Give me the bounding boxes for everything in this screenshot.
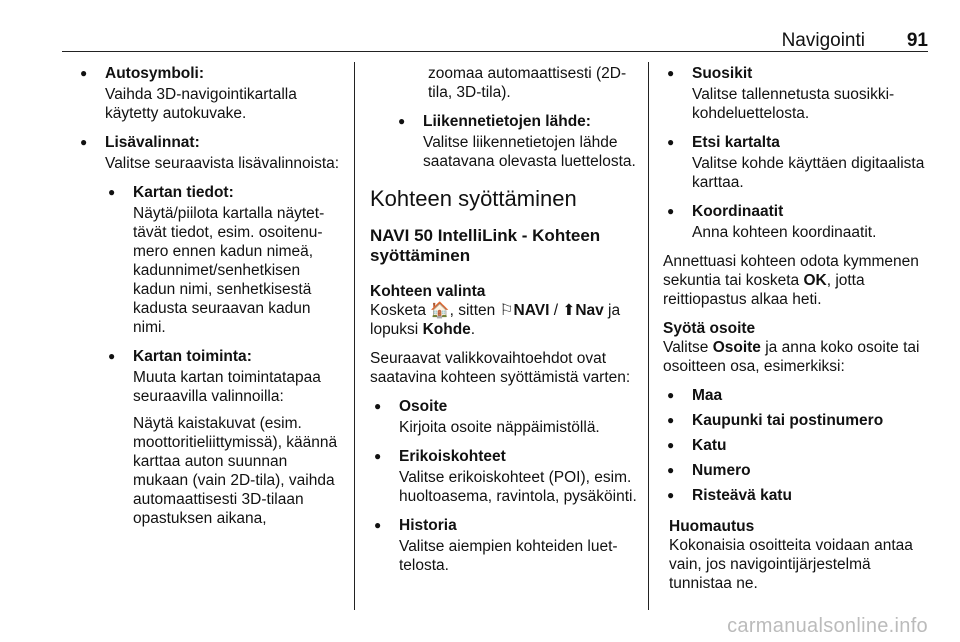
- watermark: carmanualsonline.info: [727, 615, 928, 637]
- list-item: [80, 133, 345, 173]
- list-item: [667, 133, 935, 192]
- column-divider: [354, 62, 355, 610]
- column-3: [663, 64, 935, 593]
- list-item: [374, 516, 642, 575]
- section-heading: Kohteen syöttäminen: [370, 186, 577, 211]
- item-desc: Näytä/piilota kartalla näytettävät tiedot, esim. osoitenumero ennen kadun nimeä, kadunnimet/senhetkisen kadun nimi, senhetkisestä kadusta seuraavan kadun nimi.: [133, 205, 325, 336]
- item-term: ● Osoite: [399, 398, 448, 415]
- selection-title: Kohteen valinta: [370, 283, 486, 300]
- note-box: [669, 517, 935, 593]
- item-term: ● Etsi kartalta: [692, 134, 780, 151]
- page-number: 91: [906, 30, 928, 51]
- item-term: ● Suosikit: [692, 65, 753, 82]
- list-item: [398, 112, 642, 171]
- list-item: [667, 64, 935, 123]
- continued-text: zoomaa automaattisesti (2D-tila, 3D-tila).: [428, 65, 627, 101]
- item-desc: Valitse liikennetietojen lähde saatavana olevasta luettelosta.: [423, 134, 636, 170]
- item-desc: Valitse tallennetusta suosikkikohdeluettelosta.: [692, 86, 895, 122]
- item-desc: Valitse seuraavista lisävalinnoista:: [105, 155, 340, 172]
- subsection-heading: NAVI 50 IntelliLink - Kohteen syöttäminen: [370, 226, 601, 265]
- column-divider: [648, 62, 649, 610]
- item-desc: Muuta kartan toimintatapaa seuraavilla valinnoilla:: [133, 369, 321, 405]
- header-rule: [62, 51, 928, 52]
- home-icon: 🏠: [430, 302, 450, 319]
- list-item: ● Kaupunki tai postinumero: [667, 411, 935, 430]
- list-item: [667, 202, 935, 242]
- item-term: ● Autosymboli:: [105, 65, 205, 82]
- item-term: ● Kartan toiminta:: [133, 348, 252, 365]
- item-desc: Valitse aiempien kohteiden luettelosta.: [399, 538, 618, 574]
- list-item: [80, 64, 345, 123]
- item-desc: Kirjoita osoite näppäimistöllä.: [399, 419, 600, 436]
- item-term: ● Kartan tiedot:: [133, 184, 234, 201]
- list-item: [374, 397, 642, 437]
- list-item: ● Risteävä katu: [667, 486, 935, 505]
- list-item: [374, 447, 642, 506]
- address-title: Syötä osoite: [663, 320, 756, 337]
- nav-arrow-icon: ⬆: [562, 302, 576, 319]
- intro-text: Seuraavat valikkovaihtoehdot ovat saatavina kohteen syöttämistä varten:: [370, 350, 631, 386]
- note-title: Huomautus: [669, 518, 755, 535]
- note-text: Kokonaisia osoitteita voidaan antaa vain, jos navigointijärjestelmä tunnistaa ne.: [669, 537, 913, 592]
- column-1: [80, 64, 345, 538]
- item-desc: Anna kohteen koordinaatit.: [692, 224, 877, 241]
- selection-paragraph: Kohteen valinta Kosketa 🏠, sitten ⚐NAVI / ⬆Nav ja lopuksi Kohde.: [370, 282, 642, 339]
- list-item: ● Katu: [667, 436, 935, 455]
- item-desc: Valitse erikoiskohteet (POI), esim. huoltoasema, ravintola, pysäköinti.: [399, 469, 637, 505]
- after-text: Annettuasi kohteen odota kymmenen sekuntia tai kosketa OK, jotta reittiopastus alkaa heti.: [663, 253, 919, 308]
- flag-icon: ⚐: [499, 302, 514, 319]
- item-term: ● Lisävalinnat:: [105, 134, 200, 151]
- item-term: ● Liikennetietojen lähde:: [423, 113, 591, 130]
- item-desc: Vaihda 3D-navigointikartalla käytetty autokuvake.: [105, 86, 297, 122]
- item-desc: Valitse kohde käyttäen digitaalista karttaa.: [692, 155, 925, 191]
- item-term: ● Erikoiskohteet: [399, 448, 506, 465]
- item-term: ● Historia: [399, 517, 457, 534]
- column-2: [370, 64, 642, 585]
- section-title: Navigointi: [781, 30, 865, 51]
- list-item: ● Numero: [667, 461, 935, 480]
- item-term: ● Koordinaatit: [692, 203, 784, 220]
- address-paragraph: Syötä osoite Valitse Osoite ja anna koko osoite tai osoitteen osa, esimerkiksi:: [663, 319, 935, 376]
- page-header: [0, 22, 960, 52]
- sub-list-item: [108, 183, 345, 337]
- item-desc-2: Näytä kaistakuvat (esim. moottoritieliittymissä), käännä karttaa auton suunnan mukaan (vain 2D-tila), vaihda automaattisesti 3D-tilaan opastuksen aikana,: [133, 415, 338, 527]
- sub-list-item: [108, 347, 345, 528]
- list-item: ● Maa: [667, 386, 935, 405]
